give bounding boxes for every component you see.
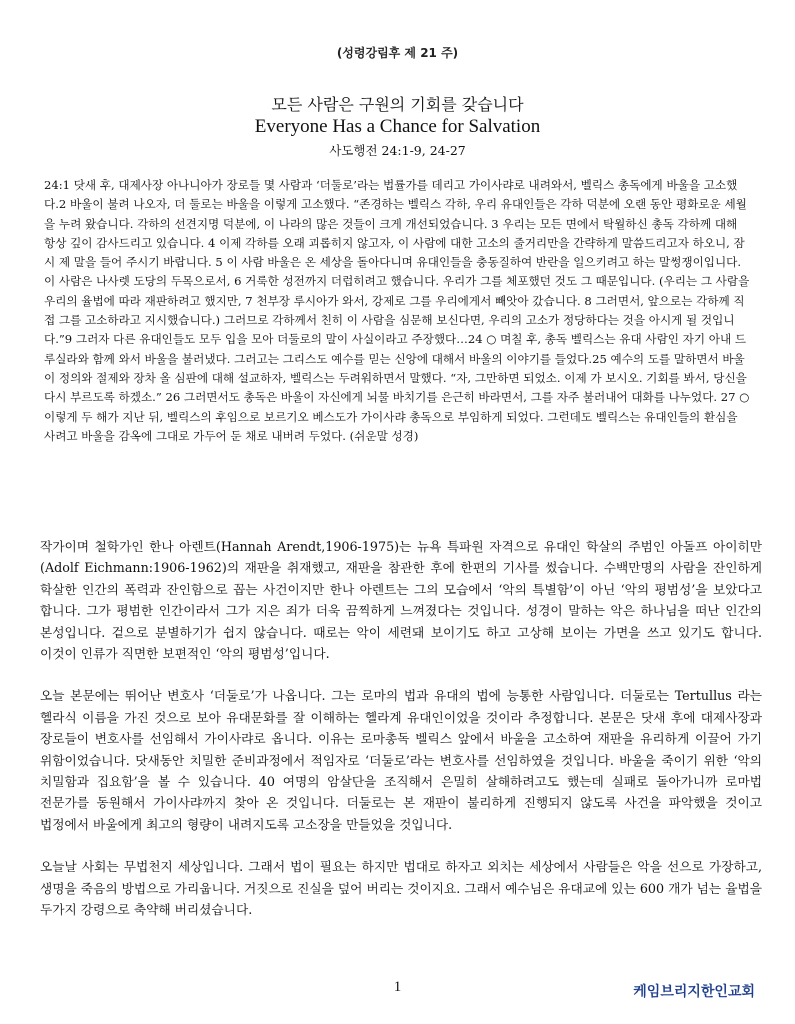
scripture-reference: 사도행전 24:1-9, 24-27 (329, 143, 466, 158)
body-paragraph: 오늘날 사회는 무법천지 세상입니다. 그래서 법이 필요는 하지만 법대로 하자고 외치는 세상에서 사람들은 악을 선으로 가장하고, 생명을 죽음의 방법으로 가리웁니다. 거짓으로 진실을 덮어 버리는 것이지요. 그래서 예수님은 유대교에 있는 600 개가 넘는 율법을 두가지 강령으로 축약해 버리셨습니다. (40, 859, 762, 918)
week-label: (성령강림후 제 21 주) (336, 46, 459, 60)
church-name: 케임브리지한인교회 (633, 984, 755, 1000)
body-paragraph: 오늘 본문에는 뛰어난 변호사 ‘더둘로’가 나옵니다. 그는 로마의 법과 유대의 법에 능통한 사람입니다. 더둘로는 Tertullus 라는 헬라식 이름을 가진 것으로 보아 유대문화를 잘 이해하는 헬라계 유대인이었을 것이라 추정합니다. 본문은 닷새 후에 대제사장과 장로들이 변호사를 선임해서 가이사랴로 옵니다. 이유는 로마총독 벨릭스 앞에서 바울을 고소하여 재판을 유리하게 이끌어 가기 위함이었습니다. 닷새동안 치밀한 준비과정에서 적임자로 ‘더둘로’라는 변호사를 선임하였을 것입니다. 바울을 죽이기 위한 ‘악의 치밀함과 집요함’을 볼 수 있습니다. 40 여명의 암살단을 조직해서 은밀히 살해하려고도 했는데 실패로 돌아가니까 로마법 전문가를 동원해서 가이사랴까지 찾아 온 것입니다. 더둘로는 본 재판이 불리하게 진행되지 않도록 사건을 파악했을 것이고 법정에서 바울에게 최고의 형량이 내려지도록 고소장을 만들었을 것입니다. (40, 688, 762, 832)
page-number: 1 (393, 979, 402, 995)
sermon-title-korean: 모든 사람은 구원의 기회를 갖습니다 (271, 95, 524, 114)
sermon-body (40, 536, 762, 942)
sermon-title-english: Everyone Has a Chance for Salvation (254, 116, 541, 137)
scripture-passage: 24:1 닷새 후, 대제사장 아나니아가 장로들 몇 사람과 ‘더둘로’라는 법률가를 데리고 가이사랴로 내려와서, 벨릭스 총독에게 바울을 고소했다.2 바울이 불려 나오자, 더 둘로는 바울을 이렇게 고소했다. “존경하는 벨릭스 각하, 우리 유대인들은 각하 덕분에 오랜 동안 평화로운 세월을 누려 왔습니다. 각하의 선견지명 덕분에, 이 나라의 많은 것들이 크게 개선되었습니다. 3 우리는 모든 면에서 탁월하신 총독 각하께 대해 항상 깊이 감사드리고 있습니다. 4 이제 각하를 오래 괴롭히지 않고자, 이 사람에 대한 고소의 줄거리만을 간략하게 말씀드리고자 하오니, 잠시 제 말을 들어 주시기 바랍니다. 5 이 사람 바울은 온 세상을 돌아다니며 유대인들을 충동질하여 반란을 일으키려고 하는 말썽쟁이입니다. 이 사람은 나사렛 도당의 두목으로서, 6 거룩한 성전까지 더럽히려고 했습니다. 우리가 그를 체포했던 것도 그 때문입니다. (우리는 그 사람을 우리의 율법에 따라 재판하려고 했지만, 7 천부장 루시아가 와서, 강제로 그를 우리에게서 빼앗아 갔습니다. 8 그러면서, 앞으로는 각하께 직접 그를 고소하라고 지시했습니다.) 그러므로 각하께서 친히 이 사람을 심문해 보신다면, 우리의 고소가 정당하다는 것을 아시게 될 것입니다.”9 그러자 다른 유대인들도 모두 입을 모아 더둘로의 말이 사실이라고 주장했다…24 ○ 며칠 후, 총독 벨릭스는 유대 사람인 자기 아내 드루실라와 함께 와서 바울을 불러냈다. 그러고는 그리스도 예수를 믿는 신앙에 대해서 바울의 이야기를 들었다.25 예수의 도를 말하면서 바울이 정의와 절제와 장차 올 심판에 대해 설교하자, 벨릭스는 두려워하면서 말했다. “자, 그만하면 되었소. 이제 가 보시오. 기회를 봐서, 당신을 다시 부르도록 하겠소.” 26 그러면서도 총독은 바울이 자신에게 뇌물 바치기를 은근히 바라면서, 그를 자주 불러내어 대화를 나누었다. 27 ○ 이렇게 두 해가 지난 뒤, 벨릭스의 후임으로 보르기오 베스도가 가이사랴 총독으로 부임하게 되었다. 그런데도 벨릭스는 유대인들의 환심을 사려고 바울을 감옥에 그대로 가두어 둔 채로 내버려 두었다. (쉬운말 성경) (44, 178, 750, 443)
body-paragraph: 작가이며 철학가인 한나 아렌트(Hannah Arendt,1906-1975)는 뉴욕 특파원 자격으로 유대인 학살의 주범인 아돌프 아이히만(Adolf Eichmann:1906-1962)의 재판을 취재했고, 재판을 참관한 후에 한편의 기사를 썼습니다. 수백만명의 사람을 잔인하게 학살한 인간의 폭력과 잔인함으로 꼽는 사건이지만 한나 아렌트는 그의 모습에서 ‘악의 특별함’이 아닌 ‘악의 평범성’을 보았다고 합니다. 그가 평범한 인간이라서 그가 지은 죄가 더욱 끔찍하게 느껴졌다는 것입니다. 성경이 말하는 악은 하나님을 떠난 인간의 본성입니다. 겉으로 분별하기가 쉽지 않습니다. 때로는 악이 세련돼 보이기도 하고 고상해 보이는 가면을 쓰고 있기도 합니다. 이것이 인류가 직면한 보편적인 ‘악의 평범성’입니다. (40, 539, 762, 662)
